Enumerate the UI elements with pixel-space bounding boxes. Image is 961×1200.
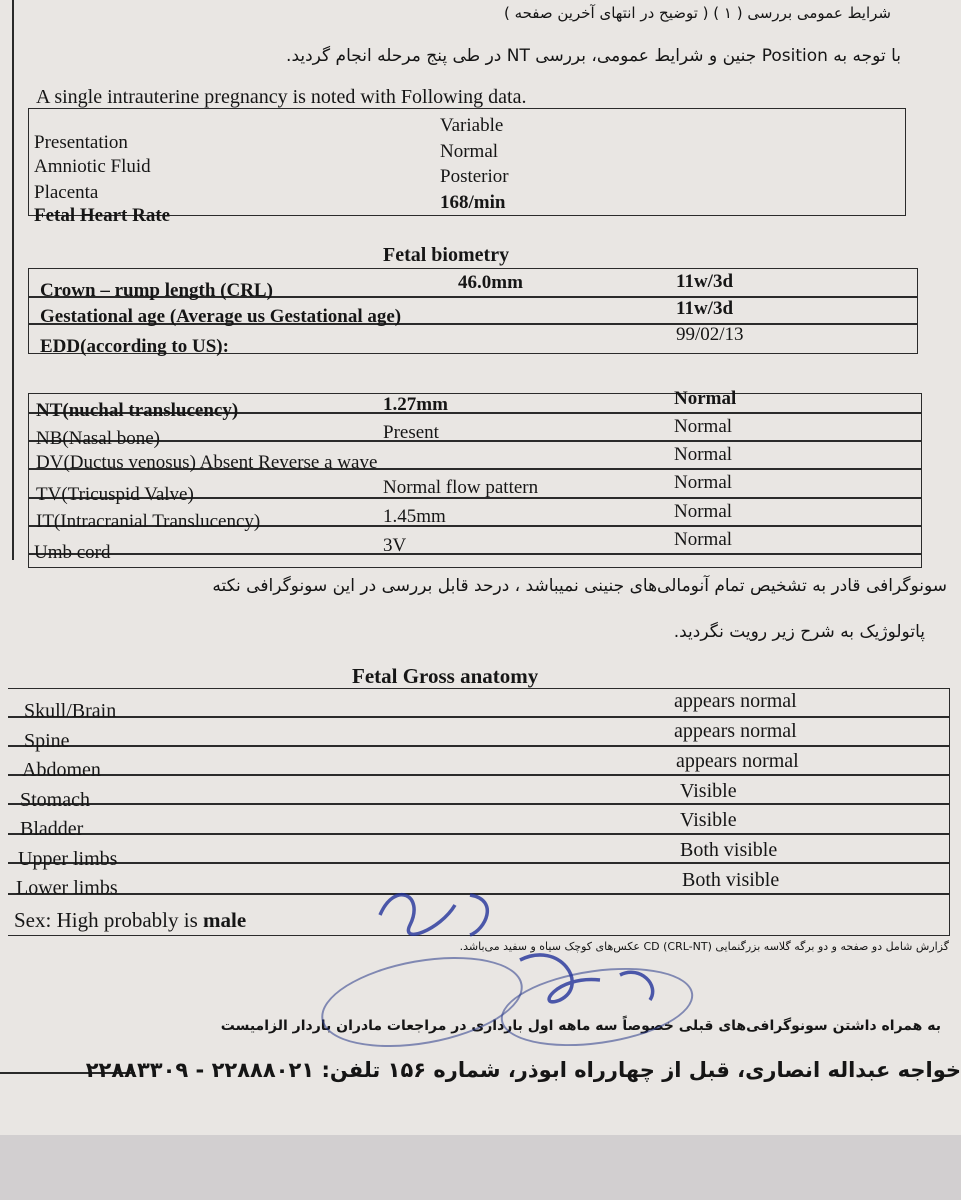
umb-label: Umb cord (34, 542, 111, 563)
crl-value: 46.0mm (458, 272, 523, 293)
footer-reminder: به همراه داشتن سونوگرافی‌های قبلی خصوصاً سه ماهه اول بارداری در مراجعات مادران باردار الزامیست (220, 1018, 941, 1034)
upper-limbs-label: Upper limbs (18, 848, 118, 870)
crl-ga: 11w/3d (676, 271, 734, 292)
desk-background (0, 1135, 961, 1200)
skull-value: appears normal (674, 690, 797, 712)
bladder-label: Bladder (20, 818, 84, 840)
nt-value: 1.27mm (383, 394, 448, 415)
footer-address: خواجه عبداله انصاری، قبل از چهارراه ابوذر، شماره ۱۵۶ تلفن: ۲۲۸۸۸۰۲۱ - ۲۲۸۸۳۳۰۹ (85, 1058, 961, 1082)
edd-value: 99/02/13 (676, 324, 744, 345)
nb-label: NB(Nasal bone) (36, 428, 160, 449)
nb-status: Normal (674, 416, 733, 437)
placenta-value: Posterior (440, 166, 509, 187)
footer-note: گزارش شامل دو صفحه و دو برگه گلاسه بزرگنمایی (CRL-NT) CD عکس‌های کوچک سیاه و سفید می‌باشد. (459, 940, 949, 953)
edd-label: EDD(according to US): (40, 336, 229, 357)
nt-status: Normal (674, 388, 737, 409)
presentation-label: Presentation (34, 132, 128, 153)
skull-label: Skull/Brain (24, 700, 117, 722)
disclaimer-line1: سونوگرافی قادر به تشخیص تمام آنومالی‌های جنینی نمیباشد ، درحد قابل بررسی در این سونوگرافی نکته (212, 576, 947, 596)
tv-label: TV(Tricuspid Valve) (36, 484, 194, 505)
header-intro: با توجه به Position جنین و شرایط عمومی، بررسی NT در طی پنج مرحله انجام گردید. (286, 46, 901, 66)
lower-limbs-label: Lower limbs (16, 877, 118, 899)
ga-value: 11w/3d (676, 298, 734, 319)
dv-status: Normal (674, 444, 733, 465)
lower-limbs-value: Both visible (682, 869, 780, 891)
dv-label: DV(Ductus venosus) Absent Reverse a wave (36, 452, 378, 473)
presentation-value: Variable (440, 115, 504, 136)
biometry-title: Fetal biometry (383, 244, 510, 266)
it-status: Normal (674, 501, 733, 522)
it-label: IT(Intracranial Translucency) (36, 511, 261, 532)
abdomen-label: Abdomen (22, 759, 101, 781)
placenta-label: Placenta (34, 182, 99, 203)
anatomy-title: Fetal Gross anatomy (352, 664, 539, 688)
it-value: 1.45mm (383, 506, 446, 527)
tv-status: Normal (674, 472, 733, 493)
fhr-value: 168/min (440, 192, 506, 213)
header-note: شرایط عمومی بررسی ( ۱ ) ( توضیح در انتهای آخرین صفحه ) (503, 4, 891, 22)
amniotic-value: Normal (440, 141, 499, 162)
tv-value: Normal flow pattern (383, 477, 539, 498)
umb-value: 3V (383, 535, 407, 556)
umb-status: Normal (674, 529, 733, 550)
disclaimer-line2: پاتولوژیک به شرح زیر رویت نگردید. (673, 622, 925, 642)
amniotic-label: Amniotic Fluid (34, 156, 151, 177)
upper-limbs-value: Both visible (680, 839, 778, 861)
general-heading: A single intrauterine pregnancy is noted with Following data. (36, 86, 527, 108)
spine-value: appears normal (674, 720, 797, 742)
crl-label: Crown – rump length (CRL) (40, 280, 273, 301)
ga-label: Gestational age (Average us Gestational age) (40, 306, 402, 327)
fhr-label: Fetal Heart Rate (34, 205, 171, 226)
stomach-label: Stomach (20, 789, 90, 811)
nt-label: NT(nuchal translucency) (36, 400, 239, 421)
stomach-value: Visible (680, 780, 737, 802)
bladder-value: Visible (680, 809, 737, 831)
sex-row: Sex: High probably is male (14, 908, 247, 932)
abdomen-value: appears normal (676, 750, 799, 772)
nb-value: Present (383, 422, 439, 443)
spine-label: Spine (24, 730, 70, 752)
